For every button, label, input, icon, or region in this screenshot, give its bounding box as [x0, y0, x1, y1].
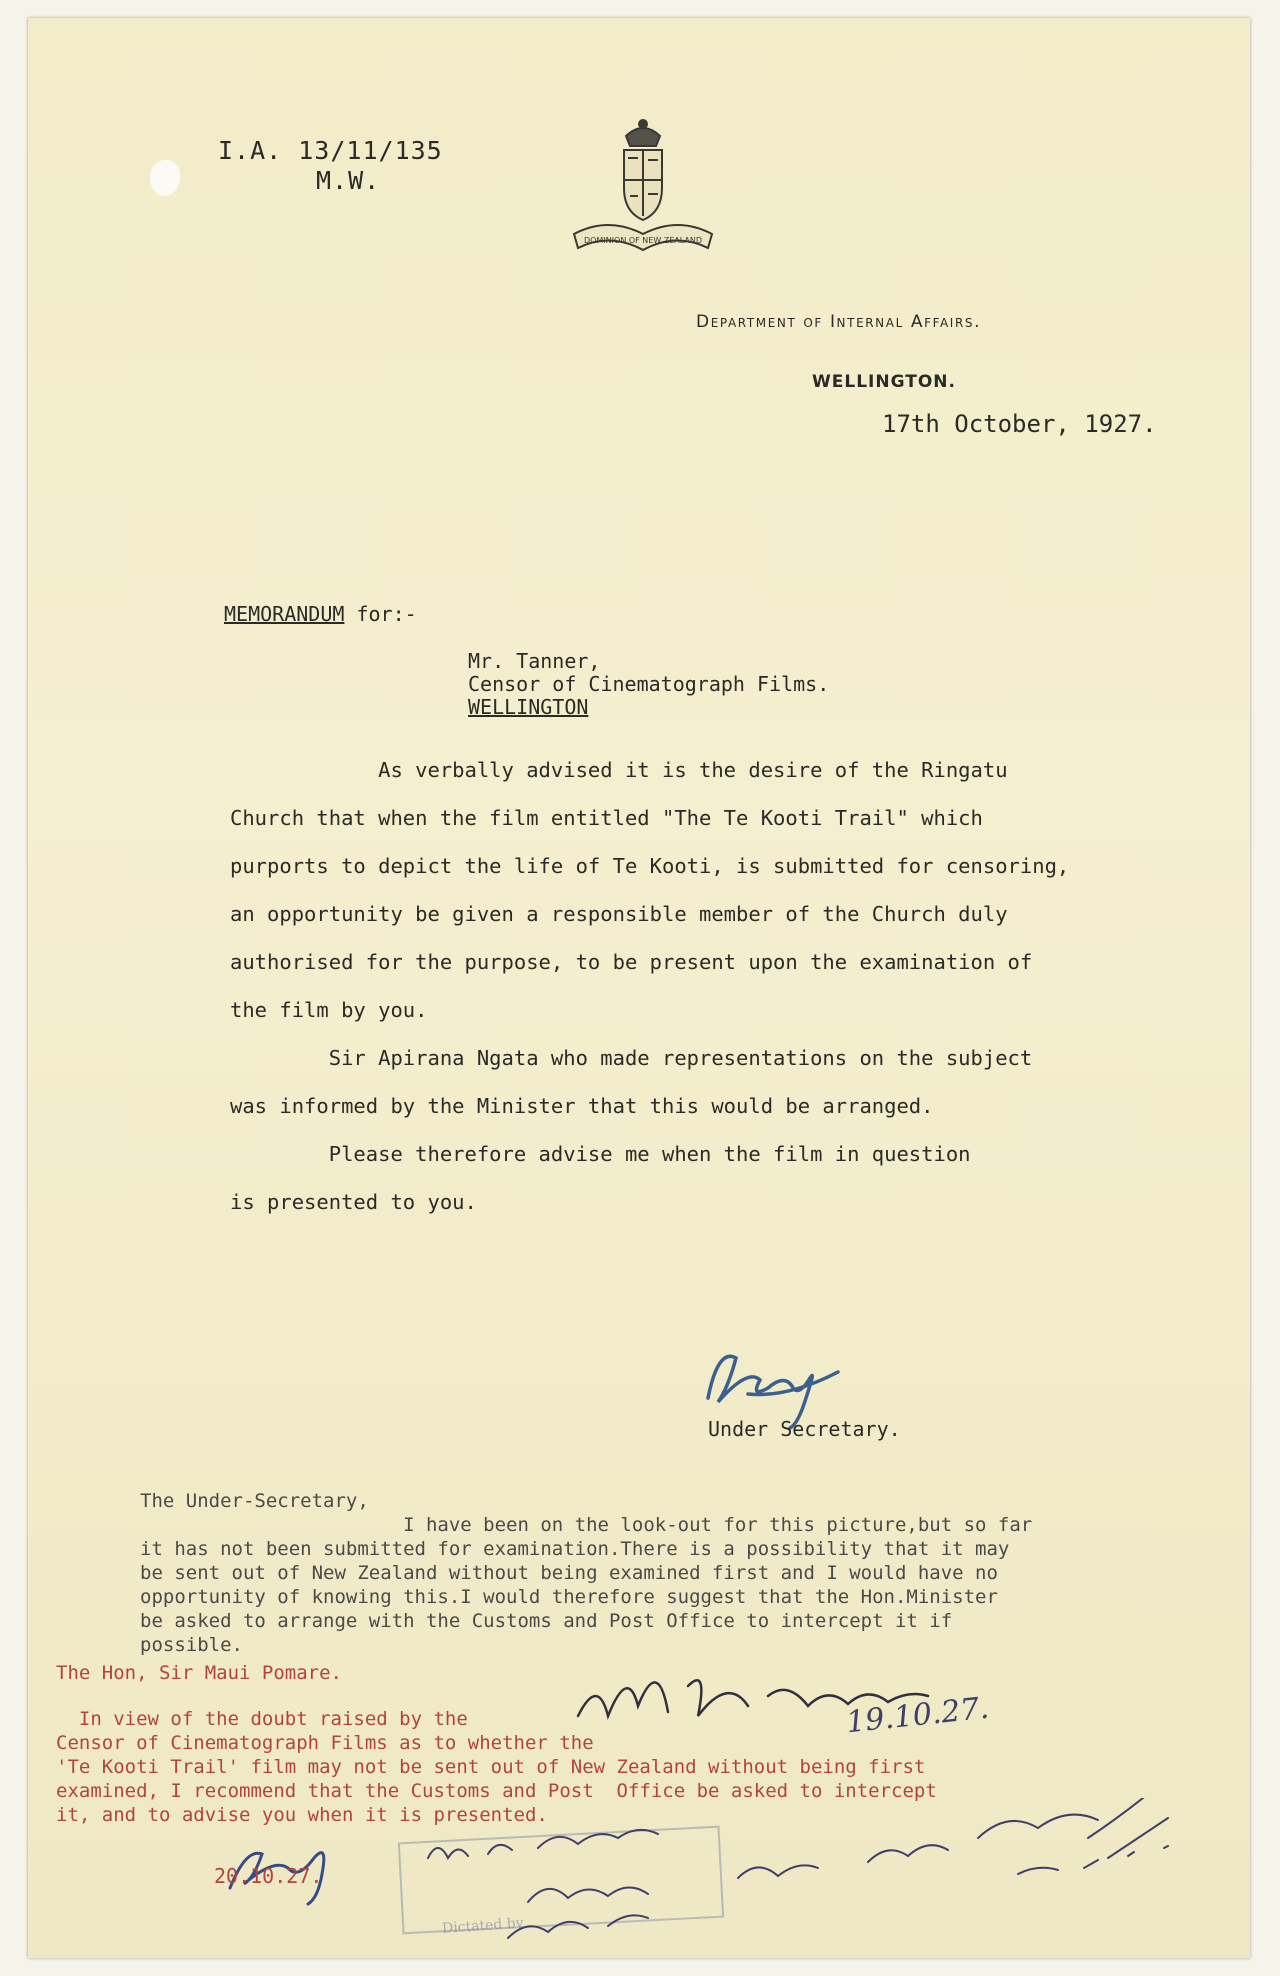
- crest-banner-text: DOMINION OF NEW ZEALAND: [583, 236, 703, 245]
- body-line: As verbally advised it is the desire of the Ringatu: [230, 758, 1008, 782]
- minister-minute-line: it, and to advise you when it is presented.: [56, 1804, 548, 1826]
- body-line: Church that when the film entitled "The Te Kooti Trail" which: [230, 806, 983, 830]
- addressee-name: Mr. Tanner,: [468, 649, 601, 673]
- minister-minute-line: 'Te Kooti Trail' film may not be sent out of New Zealand without being first: [56, 1756, 926, 1778]
- addressee-title: Censor of Cinematograph Films.: [468, 672, 830, 696]
- minister-minute-line: Censor of Cinematograph Films as to whether the: [56, 1732, 594, 1754]
- initials-scrawl-icon: [218, 1818, 388, 1908]
- minister-minute-line: examined, I recommend that the Customs and Post Office be asked to intercept: [56, 1780, 937, 1802]
- memo-heading-suffix: for:-: [344, 602, 417, 626]
- censor-minute-line: be asked to arrange with the Customs and Post Office to intercept it if: [140, 1610, 953, 1632]
- file-ref-initials: M.W.: [316, 166, 381, 195]
- censor-signature-date: 19.10.27.: [844, 1690, 991, 1741]
- addressee-city: WELLINGTON: [468, 695, 589, 719]
- memo-heading-label: MEMORANDUM: [224, 602, 345, 626]
- memo-date: 17th October, 1927.: [882, 410, 1157, 438]
- signature-title: Under Secretary.: [708, 1417, 901, 1441]
- file-ref-number: I.A. 13/11/135: [218, 136, 443, 165]
- censor-minute-line: it has not been submitted for examination.There is a possibility that it may: [140, 1538, 1010, 1560]
- body-line: Sir Apirana Ngata who made representations on the subject: [230, 1046, 1033, 1070]
- addressee-block: [468, 650, 829, 719]
- censor-minute-line: The Under-Secretary,: [140, 1490, 369, 1512]
- body-line: the film by you.: [230, 998, 428, 1022]
- body-line: was informed by the Minister that this would be arranged.: [230, 1094, 934, 1118]
- censor-minute-line: possible.: [140, 1634, 243, 1656]
- censor-minute-line: I have been on the look-out for this picture,but so far: [140, 1514, 1033, 1536]
- body-line: authorised for the purpose, to be present upon the examination of: [230, 950, 1033, 974]
- royal-crest-icon: [568, 116, 718, 266]
- minister-salutation: The Hon, Sir Maui Pomare.: [56, 1662, 342, 1684]
- body-line: purports to depict the life of Te Kooti, is submitted for censoring,: [230, 854, 1070, 878]
- dictated-stamp-label: Dictated by: [441, 1915, 525, 1937]
- memorandum-page: [28, 18, 1250, 1958]
- memo-heading: [224, 602, 417, 626]
- file-reference: [218, 136, 443, 196]
- punch-hole: [150, 160, 180, 196]
- minister-minute-date: 20.10.27.: [214, 1864, 323, 1888]
- minister-minute-line: In view of the doubt raised by the: [56, 1708, 468, 1730]
- censor-minute-line: opportunity of knowing this.I would therefore suggest that the Hon.Minister: [140, 1586, 998, 1608]
- department-name: Department of Internal Affairs.: [696, 312, 982, 332]
- body-line: is presented to you.: [230, 1190, 477, 1214]
- body-line: Please therefore advise me when the film in question: [230, 1142, 971, 1166]
- handwritten-annotations-icon: [408, 1798, 1228, 1958]
- censor-minute-line: be sent out of New Zealand without being examined first and I would have no: [140, 1562, 998, 1584]
- body-line: an opportunity be given a responsible member of the Church duly: [230, 902, 1008, 926]
- letterhead-city: WELLINGTON.: [812, 372, 956, 392]
